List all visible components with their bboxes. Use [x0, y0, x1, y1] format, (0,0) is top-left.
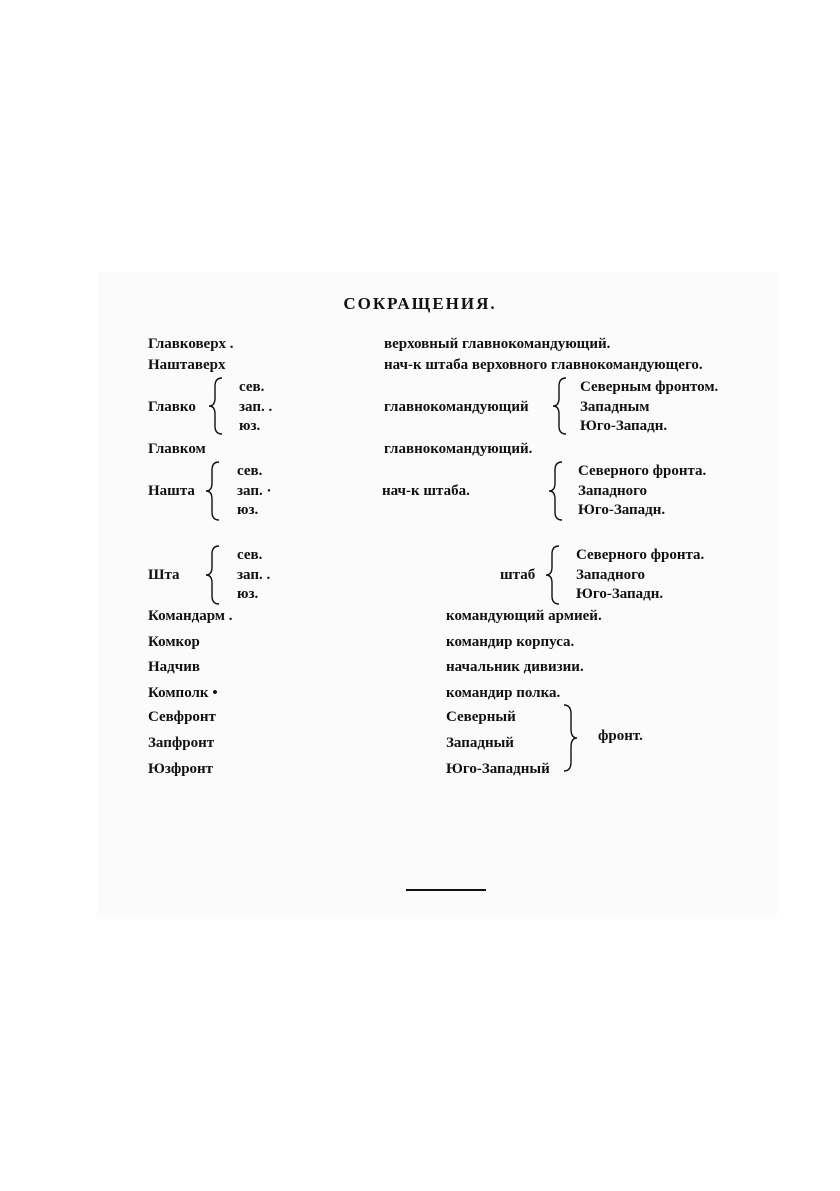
abbr-komandarm: Командарм . — [148, 608, 233, 624]
abbr-yuzfront: Юзфронт — [148, 761, 214, 777]
closing-rule — [406, 889, 486, 891]
full-komkor: командир корпуса. — [446, 634, 575, 650]
sub-nashta-zap: зап. · — [237, 483, 272, 499]
full-shta: штаб — [500, 567, 536, 583]
sub-nashta-sev: сев. — [237, 463, 263, 479]
abbr-glavkoverkh: Главковерх . — [148, 336, 234, 352]
right-brace — [560, 703, 580, 773]
left-brace — [206, 376, 226, 436]
abbr-glavkom: Главком — [148, 441, 206, 457]
full-glavkoverkh: верховный главнокомандующий. — [384, 336, 611, 352]
full-nashtaverkh: нач-к штаба верховного главнокомандующего. — [384, 357, 703, 373]
abbr-kompolk: Комполк • — [148, 685, 218, 701]
target-nashta-southwest: Юго-Западн. — [578, 502, 666, 518]
front-name-north: Северный — [446, 709, 516, 725]
full-komandarm: командующий армией. — [446, 608, 602, 624]
abbr-nashta: Нашта — [148, 483, 195, 499]
target-nashta-west: Западного — [578, 483, 648, 499]
left-brace — [546, 460, 566, 522]
target-glavko-north: Северным фронтом. — [580, 379, 719, 395]
sub-nashta-yuz: юз. — [237, 502, 259, 518]
full-glavkom: главнокомандующий. — [384, 441, 533, 457]
sub-glavko-zap: зап. . — [239, 399, 273, 415]
full-nadchiv: начальник дивизии. — [446, 659, 584, 675]
sub-shta-zap: зап. . — [237, 567, 271, 583]
front-name-west: Западный — [446, 735, 514, 751]
sub-glavko-yuz: юз. — [239, 418, 261, 434]
abbr-zapfront: Запфронт — [148, 735, 215, 751]
full-nashta: нач-к штаба. — [382, 483, 470, 499]
sub-shta-yuz: юз. — [237, 586, 259, 602]
target-glavko-southwest: Юго-Западн. — [580, 418, 668, 434]
abbr-nashtaverkh: Наштаверх — [148, 357, 226, 373]
left-brace — [543, 544, 563, 606]
full-glavko: главнокомандующий — [384, 399, 529, 415]
target-glavko-west: Западным — [580, 399, 650, 415]
full-kompolk: командир полка. — [446, 685, 561, 701]
abbr-glavko: Главко — [148, 399, 196, 415]
front-suffix: фронт. — [598, 728, 643, 744]
target-nashta-north: Северного фронта. — [578, 463, 707, 479]
abbr-nadchiv: Надчив — [148, 659, 200, 675]
front-name-southwest: Юго-Западный — [446, 761, 550, 777]
target-shta-southwest: Юго-Западн. — [576, 586, 664, 602]
abbr-sevfront: Севфронт — [148, 709, 216, 725]
left-brace — [203, 544, 223, 606]
page-title: СОКРАЩЕНИЯ. — [343, 294, 497, 313]
target-shta-west: Западного — [576, 567, 646, 583]
sub-shta-sev: сев. — [237, 547, 263, 563]
sub-glavko-sev: сев. — [239, 379, 265, 395]
left-brace — [203, 460, 223, 522]
abbr-shta: Шта — [148, 567, 180, 583]
left-brace — [550, 376, 570, 436]
target-shta-north: Северного фронта. — [576, 547, 705, 563]
abbr-komkor: Комкор — [148, 634, 200, 650]
